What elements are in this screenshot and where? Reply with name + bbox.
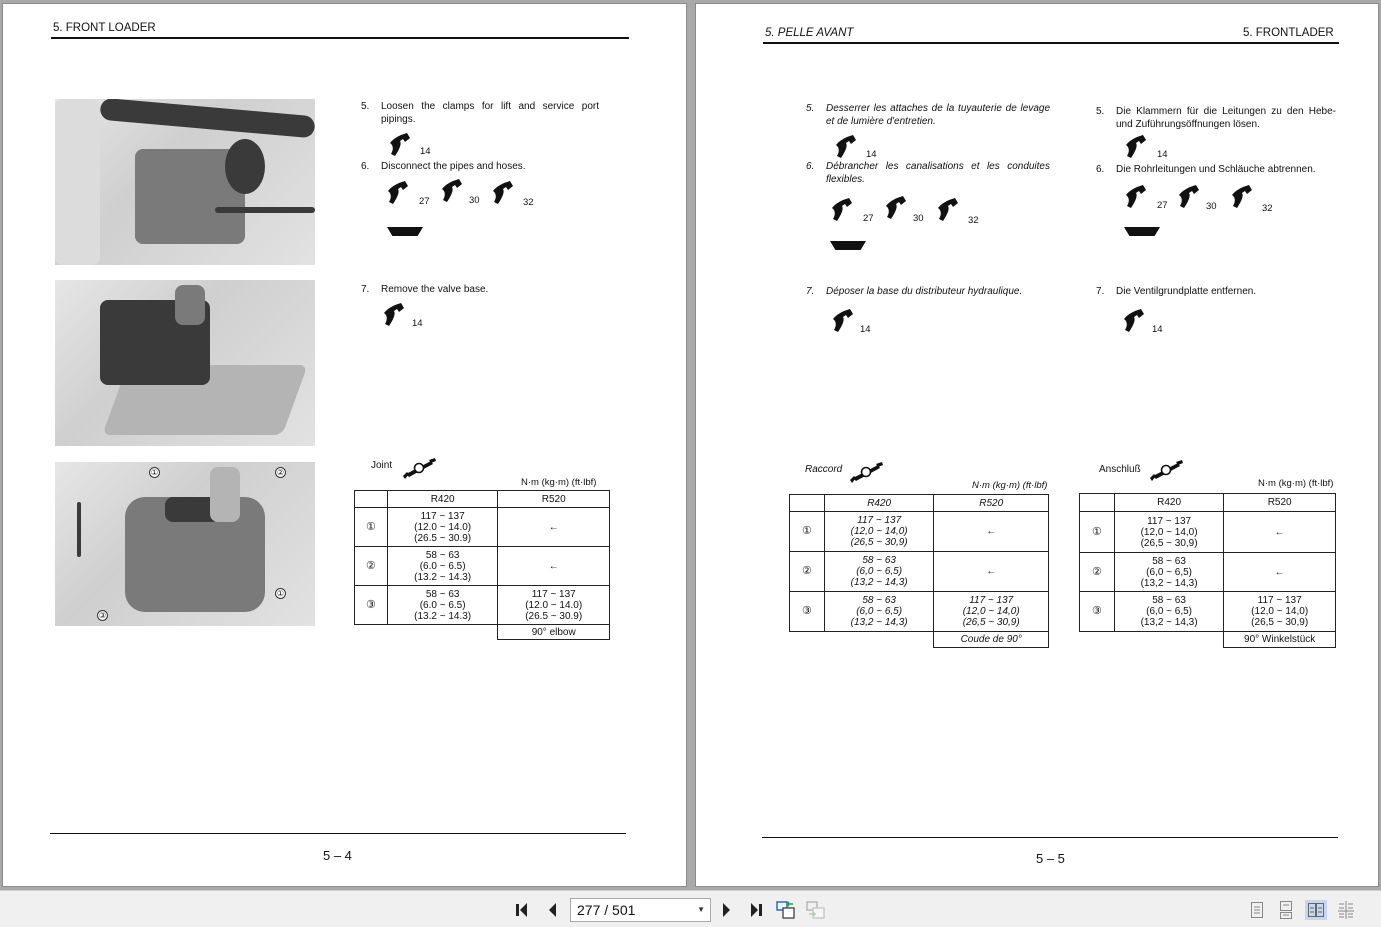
table-row: ③ 58 ~ 63 (6.0 ~ 6.5) (13.2 ~ 14.3) 117 ~ 137 (12.0 ~ 14.0) (26.5 ~ 30.9) [355,586,610,625]
callout-2: ② [276,468,285,477]
first-page-button[interactable] [513,900,533,920]
wrench-icon [387,132,413,158]
first-page-icon [514,902,532,918]
page-5-5: 5. PELLE AVANT 5. FRONTLADER 5. Desserrer les attaches de la tuyauterie de levage et de lumière d'entretien. 14 6. Débrancher les canalisations et les conduites flexibles. 27 30 32 7. Déposer la base du distributeur hydraulique. 14 5. Die Klammern für die Leitungen zu den Hebe- und Zuführungsöffnungen lösen. 14 6. Die Rohrleitungen und Schläuche abtrennen. 27 30 32 7. Die Ventilgrundplatte entfernen. 14 Raccord N·m (kg·m) (ft·lbf) R420 R520 ① 117 ~ 137 (12,0 ~ 14,0) (26,5 ~ 30,9) ← ② 58 ~ 63 (6,0 ~ 6,5) (13,2 ~ 14,3) ← ③ 58 ~ 63 (6,0 ~ 6,5) (13,2 ~ 14,3) 117 ~ 137 (12,0 ~ 14,0) (26,5 ~ 30,9) Coude de 90° Anschluß N·m (kg·m) (ft·lbf) R420 R520 ① 117 ~ 137 (12,0 ~ 14,0) (26,5 ~ 30,9) ← ② 58 ~ 63 (6,0 ~ 6,5) (13,2 ~ 14,3) ← ③ 58 ~ 63 (6,0 ~ 6,5) (13,2 ~ 14,3) 117 ~ 137 (12,0 ~ 14,0) (26,5 ~ 30,9) 90° Winkelstück 5 – 5 [695,3,1379,887]
section-header: 5. FRONT LOADER [53,22,156,34]
torque-table-fr: R420 R520 ① 117 ~ 137 (12,0 ~ 14,0) (26,5 ~ 30,9) ← ② 58 ~ 63 (6,0 ~ 6,5) (13,2 ~ 14,3) ← ③ 58 ~ 63 (6,0 ~ 6,5) (13,2 ~ 14,3) 117 ~ 137 (12,0 ~ 14,0) (26,5 ~ 30,9) Coude de 90° [789,494,1049,648]
facing-view-button[interactable] [1305,900,1327,920]
single-page-view-icon [1250,901,1264,919]
wrench-icon [1123,184,1149,210]
header-rule [763,42,1339,44]
wrench-icon [829,197,855,223]
drain-pan-icon [387,227,423,236]
wrench-icon [385,180,411,206]
forward-view-button[interactable] [806,900,826,920]
torque-label: Joint [371,460,393,471]
torque-label-de: Anschluß [1099,464,1141,475]
next-page-icon [721,902,733,918]
back-view-icon [776,900,796,920]
page-number: 5 – 5 [1036,851,1065,866]
torque-table-de: R420 R520 ① 117 ~ 137 (12,0 ~ 14,0) (26,5 ~ 30,9) ← ② 58 ~ 63 (6,0 ~ 6,5) (13,2 ~ 14,3) ← ③ 58 ~ 63 (6,0 ~ 6,5) (13,2 ~ 14,3) 117 ~ 137 (12,0 ~ 14,0) (26,5 ~ 30,9) 90° Winkelstück [1079,493,1336,648]
wrench-icon [490,180,516,206]
torque-wrench-icon [401,458,437,480]
torque-unit: N·m (kg·m) (ft·lbf) [521,477,597,488]
photo-valve-piping [55,99,315,265]
single-page-view-button[interactable] [1247,900,1267,920]
drain-pan-icon [1124,227,1160,236]
continuous-view-icon [1279,901,1293,919]
forward-view-icon [806,900,826,920]
navigation-toolbar [0,890,1381,927]
table-row: ① 117 ~ 137 (12.0 ~ 14.0) (26.5 ~ 30.9) ← [355,508,610,547]
continuous-facing-view-icon [1337,901,1355,919]
page-number: 5 – 4 [323,848,352,863]
torque-label-fr: Raccord [805,464,843,475]
footer-rule [50,833,626,834]
callout-1b: ① [276,589,285,598]
section-header-fr: 5. PELLE AVANT [765,27,854,39]
wrench-icon [830,308,856,334]
torque-unit-fr: N·m (kg·m) (ft·lbf) [972,480,1048,491]
page-dropdown-icon[interactable]: ▼ [697,905,705,914]
continuous-facing-view-button[interactable] [1336,900,1356,920]
torque-table: R420 R520 ① 117 ~ 137 (12.0 ~ 14.0) (26.5 ~ 30.9) ← ② 58 ~ 63 (6.0 ~ 6.5) (13.2 ~ 14.3) ← ③ 58 ~ 63 (6.0 ~ 6.5) (13.2 ~ 14.3) 117 ~ 137 (12.0 ~ 14.0) (26.5 ~ 30.9) 90° elbow [354,490,610,640]
table-row: ③ 58 ~ 63 (6,0 ~ 6,5) (13,2 ~ 14,3) 117 ~ 137 (12,0 ~ 14,0) (26,5 ~ 30,9) [790,592,1049,632]
continuous-view-button[interactable] [1276,900,1296,920]
callout-1: ① [150,468,159,477]
table-row: ② 58 ~ 63 (6.0 ~ 6.5) (13.2 ~ 14.3) ← [355,547,610,586]
prev-page-button[interactable] [542,900,562,920]
torque-unit-de: N·m (kg·m) (ft·lbf) [1258,478,1334,489]
facing-view-icon [1307,901,1325,919]
wrench-icon [1123,134,1149,160]
wrench-icon [883,195,909,221]
table-row: ① 117 ~ 137 (12,0 ~ 14,0) (26,5 ~ 30,9) ← [790,512,1049,552]
section-header-de: 5. FRONTLADER [1243,27,1334,39]
drain-pan-icon [830,241,866,250]
torque-wrench-icon [1148,460,1184,482]
photo-valve-base [55,280,315,446]
header-rule [51,37,629,39]
torque-footnote-de: 90° Winkelstück [1224,632,1336,648]
torque-footnote-fr: Coude de 90° [934,632,1049,648]
torque-wrench-icon [848,462,884,484]
torque-footnote: 90° elbow [498,625,610,640]
table-row: ② 58 ~ 63 (6,0 ~ 6,5) (13,2 ~ 14,3) ← [790,552,1049,592]
next-page-button[interactable] [717,900,737,920]
photo-valve-joints [55,462,315,626]
wrench-icon [1176,184,1202,210]
wrench-icon [833,134,859,160]
table-row: ① 117 ~ 137 (12,0 ~ 14,0) (26,5 ~ 30,9) ← [1080,512,1336,553]
wrench-icon [381,302,407,328]
back-view-button[interactable] [776,900,796,920]
page-5-4: 5. FRONT LOADER ① ② ① ③ 5. Loosen the clamps for lift and service port pipings. 14 6. Disconnect the pipes and hoses. 27 30 32 7. Remove the valve base. 14 Joint N·m (kg·m) (ft·lbf) R420 R520 ① 117 ~ 137 (12.0 ~ 14.0) (26.5 ~ 30.9) ← ② 58 ~ 63 (6.0 ~ 6.5) (13.2 ~ 14.3) ← ③ 58 ~ 63 (6.0 ~ 6.5) (13.2 ~ 14.3) 117 ~ 137 (12.0 ~ 14.0) (26.5 ~ 30.9) 90° elbow 5 – 4 [2,3,687,887]
table-row: ③ 58 ~ 63 (6,0 ~ 6,5) (13,2 ~ 14,3) 117 ~ 137 (12,0 ~ 14,0) (26,5 ~ 30,9) [1080,592,1336,632]
wrench-icon [1121,308,1147,334]
wrench-icon [439,178,465,204]
callout-3: ③ [98,611,107,620]
page-number-input[interactable]: 277 / 501 ▼ [570,898,711,922]
footer-rule [762,837,1338,838]
wrench-icon [935,197,961,223]
wrench-icon [1229,184,1255,210]
last-page-icon [747,902,765,918]
prev-page-icon [546,902,558,918]
last-page-button[interactable] [746,900,766,920]
table-row: ② 58 ~ 63 (6,0 ~ 6,5) (13,2 ~ 14,3) ← [1080,553,1336,592]
